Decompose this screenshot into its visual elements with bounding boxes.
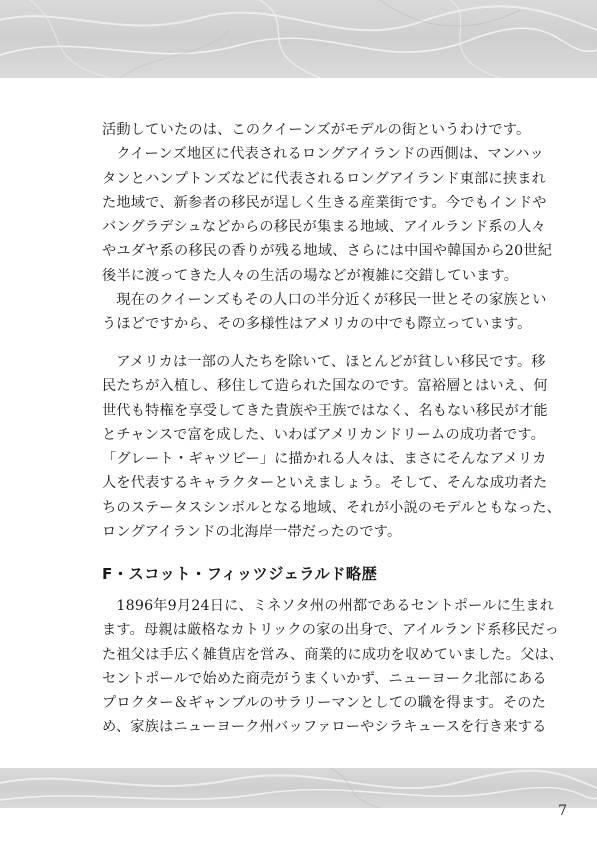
text-line: アメリカは一部の人たちを除いて、ほとんどが貧しい移民です。移 bbox=[102, 354, 546, 370]
text-line: 現在のクイーンズもその人口の半分近くが移民一世とその家族とい bbox=[102, 292, 547, 309]
text-line: ロングアイランドの北海岸一帯だったのです。 bbox=[102, 524, 402, 541]
text-line: やユダヤ系の移民の香りが残る地域、さらには中国や韓国から20世紀 bbox=[102, 243, 553, 260]
page-number: 7 bbox=[558, 803, 567, 819]
text-line: 民たちが入植し、移住して造られた国なのです。富裕層とはいえ、何 bbox=[102, 378, 548, 395]
section-heading: F・スコット・フィッツジェラルド略歴 bbox=[102, 565, 378, 583]
bottom-marble-band bbox=[0, 768, 597, 808]
text-line: とチャンスで富を成した、いわばアメリカンドリームの成功者です。 bbox=[102, 426, 546, 443]
text-line: た祖父は手広く雑貨店を営み、商業的に成功を収めていました。父は、 bbox=[102, 646, 564, 663]
text-line: ちのステータスシンボルとなる地域、それが小説のモデルともなった、 bbox=[102, 499, 562, 516]
top-marble-band bbox=[0, 0, 597, 78]
text-line: め、家族はニューヨーク州バッファローやシラキュースを行き来する bbox=[102, 719, 547, 736]
text-line: 人を代表するキャラクターといえましょう。そして、そんな成功者た bbox=[102, 475, 548, 492]
text-line: プロクター＆ギャンブルのサラリーマンとしての職を得ます。そのた bbox=[102, 695, 547, 712]
text-line: 世代も特権を享受してきた貴族や王族ではなく、名もない移民が才能 bbox=[102, 402, 548, 419]
body-text-biography bbox=[102, 594, 564, 740]
body-text-intro bbox=[102, 118, 553, 337]
text-line: た地域で、新参者の移民が逞しく生きる産業街です。今でもインドや bbox=[102, 194, 547, 211]
marble-texture bbox=[0, 0, 597, 78]
text-line: タンとハンプトンズなどに代表されるロングアイランド東部に挟まれ bbox=[102, 170, 547, 187]
text-line: セントポールで始めた商売がうまくいかず、ニューヨーク北部にある bbox=[102, 670, 547, 687]
body-text-american-dream bbox=[102, 350, 562, 544]
text-line: バングラデシュなどからの移民が集まる地域、アイルランド系の人々 bbox=[102, 219, 546, 236]
text-line: うほどですから、その多様性はアメリカの中でも際立っています。 bbox=[102, 316, 532, 333]
text-line: 後半に渡ってきた人々の生活の場などが複雑に交錯しています。 bbox=[102, 267, 519, 284]
marble-texture bbox=[0, 768, 597, 808]
text-line: 1896年9月24日に、ミネソタ州の州都であるセントポールに生まれ bbox=[102, 598, 555, 614]
text-line: クイーンズ地区に代表されるロングアイランドの西側は、マンハッ bbox=[102, 146, 545, 163]
text-line: 活動していたのは、このクイーンズがモデルの街というわけです。 bbox=[102, 122, 531, 138]
text-line: ます。母親は厳格なカトリックの家の出身で、アイルランド系移民だっ bbox=[102, 622, 560, 639]
text-line: 「グレート・ギャツビー」に描かれる人々は、まさにそんなアメリカ bbox=[102, 451, 547, 468]
